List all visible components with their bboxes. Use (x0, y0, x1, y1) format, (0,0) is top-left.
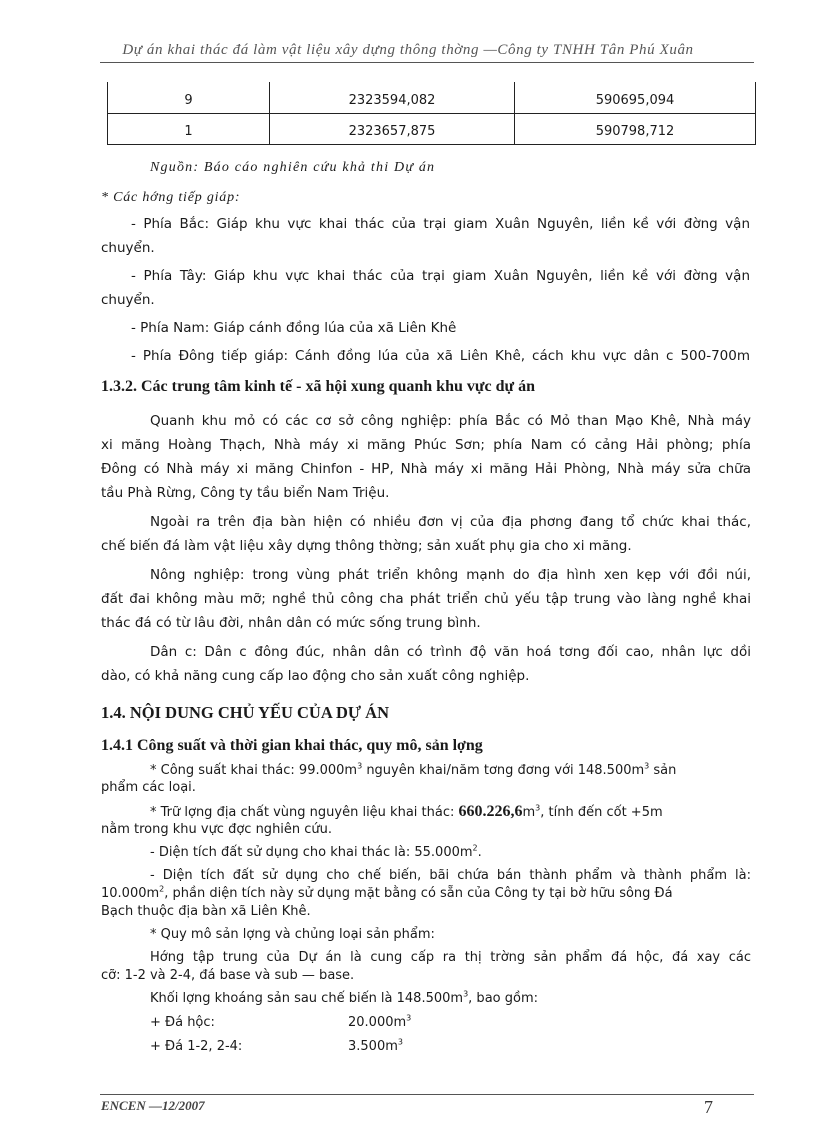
border-west: - Phía Tây: Giáp khu vực khai thác của trại giam Xuân Nguyên, liền kề với đờng vận (131, 268, 750, 284)
text-span: , phần diện tích này sử dụng mặt bằng có sẵn của Công ty tại bờ hữu sông Đá (164, 886, 673, 901)
area-mining-line (150, 841, 482, 865)
border-north-cont: chuyển. (101, 240, 155, 256)
superscript: 2 (472, 843, 478, 853)
direction-line: Hớng tập trung của Dự án là cung cấp ra thị trờng sản phẩm đá hộc, đá xay các (150, 950, 751, 965)
table-row (108, 113, 756, 144)
paragraph-line: tầu Phà Rừng, Công ty tầu biển Nam Triệu. (101, 485, 390, 501)
superscript: 3 (357, 761, 363, 771)
table-cell: 2323594,082 (270, 82, 515, 113)
paragraph-line: Dân c: Dân c đông đúc, nhân dân có trình độ văn hoá tơng đối cao, nhân lực dồi (150, 644, 751, 660)
paragraph-line: Nông nghiệp: trong vùng phát triển không mạnh do địa hình xen kẹp với đồi núi, (150, 567, 751, 583)
borders-heading: * Các hớng tiếp giáp: (101, 190, 241, 205)
area-processing-line: - Diện tích đất sử dụng cho chế biến, bãi chứa bán thành phẩm và thành phẩm là: (150, 868, 751, 883)
source-note: Nguồn: Báo cáo nghiên cứu khả thi Dự án (150, 160, 436, 175)
table-cell: 9 (108, 82, 270, 113)
list-item-value (348, 1011, 411, 1035)
text-span: nguyên khai/năm tơng đơng với 148.500m (362, 763, 645, 778)
reserve-value: 660.226,6 (458, 803, 523, 820)
header-rule (100, 62, 754, 63)
border-east: - Phía Đông tiếp giáp: Cánh đồng lúa của xã Liên Khê, cách khu vực dân c 500-700m (131, 348, 750, 364)
text-span: * Công suất khai thác: 99.000m (150, 763, 358, 778)
table-cell: 2323657,875 (270, 113, 515, 144)
border-south: - Phía Nam: Giáp cánh đồng lúa của xã Liên Khê (131, 320, 457, 336)
footer-date: ENCEN —12/2007 (101, 1098, 205, 1113)
volume-line (150, 987, 538, 1011)
table-cell: 590695,094 (515, 82, 756, 113)
paragraph-line: đất đai không màu mỡ; nghề thủ công cha phát triển chủ yếu tập trung vào làng nghề khai (101, 591, 751, 607)
text-span: 3.500m (348, 1039, 398, 1054)
superscript: 3 (406, 1013, 412, 1023)
list-item-label: + Đá 1-2, 2-4: (150, 1039, 243, 1054)
running-header: Dự án khai thác đá làm vật liệu xây dựng thông thờng —Công ty TNHH Tân Phú Xuân (122, 42, 694, 58)
paragraph-line: chế biến đá làm vật liệu xây dựng thông thờng; sản xuất phụ gia cho xi măng. (101, 538, 632, 554)
text-span: , bao gồm: (468, 991, 538, 1006)
page-number: 7 (704, 1097, 713, 1117)
border-west-cont: chuyển. (101, 292, 155, 308)
table-cell: 590798,712 (515, 113, 756, 144)
area-processing-line-3: Bạch thuộc địa bàn xã Liên Khê. (101, 904, 311, 919)
direction-line-cont: cỡ: 1-2 và 2-4, đá base và sub — base. (101, 968, 355, 983)
text-span: m (522, 805, 536, 820)
text-span: * Trữ lợng địa chất vùng nguyên liệu khai thác: (150, 805, 459, 820)
coordinate-table (107, 82, 756, 145)
border-north: - Phía Bắc: Giáp khu vực khai thác của trại giam Xuân Nguyên, liền kề với đờng vận (131, 216, 750, 232)
superscript: 3 (535, 803, 541, 813)
superscript: 3 (644, 761, 650, 771)
text-span: 10.000m (101, 886, 160, 901)
paragraph-line: Ngoài ra trên địa bàn hiện có nhiều đơn vị của địa phơng đang tổ chức khai thác, (150, 514, 751, 530)
table-cell: 1 (108, 113, 270, 144)
text-span: sản (649, 763, 677, 778)
paragraph-line: xi măng Hoàng Thạch, Nhà máy xi măng Phúc Sơn; phía Nam có cảng Hải phòng; phía (101, 437, 751, 453)
superscript: 2 (159, 884, 165, 894)
section-1-4-1-title: 1.4.1 Công suất và thời gian khai thác, quy mô, sản lợng (101, 737, 483, 754)
list-item-label: + Đá hộc: (150, 1015, 215, 1030)
section-1-4-title: 1.4. NỘI DUNG CHỦ YẾU CỦA DỰ ÁN (101, 703, 389, 722)
superscript: 3 (463, 989, 469, 999)
section-1-3-2-title: 1.3.2. Các trung tâm kinh tế - xã hội xung quanh khu vực dự án (101, 378, 535, 395)
text-span: Khối lợng khoáng sản sau chế biến là 148.500m (150, 991, 464, 1006)
reserve-line-cont: nằm trong khu vực đợc nghiên cứu. (101, 822, 333, 837)
text-span: , tính đến cốt +5m (540, 805, 663, 820)
paragraph-line: thác đá có từ lâu đời, nhân dân có mức sống trung bình. (101, 615, 481, 631)
list-item-value (348, 1035, 403, 1059)
paragraph-line: Đông có Nhà máy xi măng Chinfon - HP, Nhà máy xi măng Hải Phòng, Nhà máy sửa chữa (101, 461, 751, 477)
footer-rule (100, 1094, 754, 1095)
table-row (108, 82, 756, 113)
text-span: - Diện tích đất sử dụng cho khai thác là: 55.000m (150, 845, 473, 860)
paragraph-line: dào, có khả năng cung cấp lao động cho sản xuất công nghiệp. (101, 668, 530, 684)
scale-line: * Quy mô sản lợng và chủng loại sản phẩm: (150, 927, 435, 942)
text-span: . (477, 845, 482, 860)
capacity-line (150, 759, 676, 783)
capacity-line-cont: phẩm các loại. (101, 780, 196, 795)
superscript: 3 (397, 1037, 403, 1047)
paragraph-line: Quanh khu mỏ có các cơ sở công nghiệp: phía Bắc có Mỏ than Mạo Khê, Nhà máy (150, 413, 751, 429)
text-span: 20.000m (348, 1015, 407, 1030)
